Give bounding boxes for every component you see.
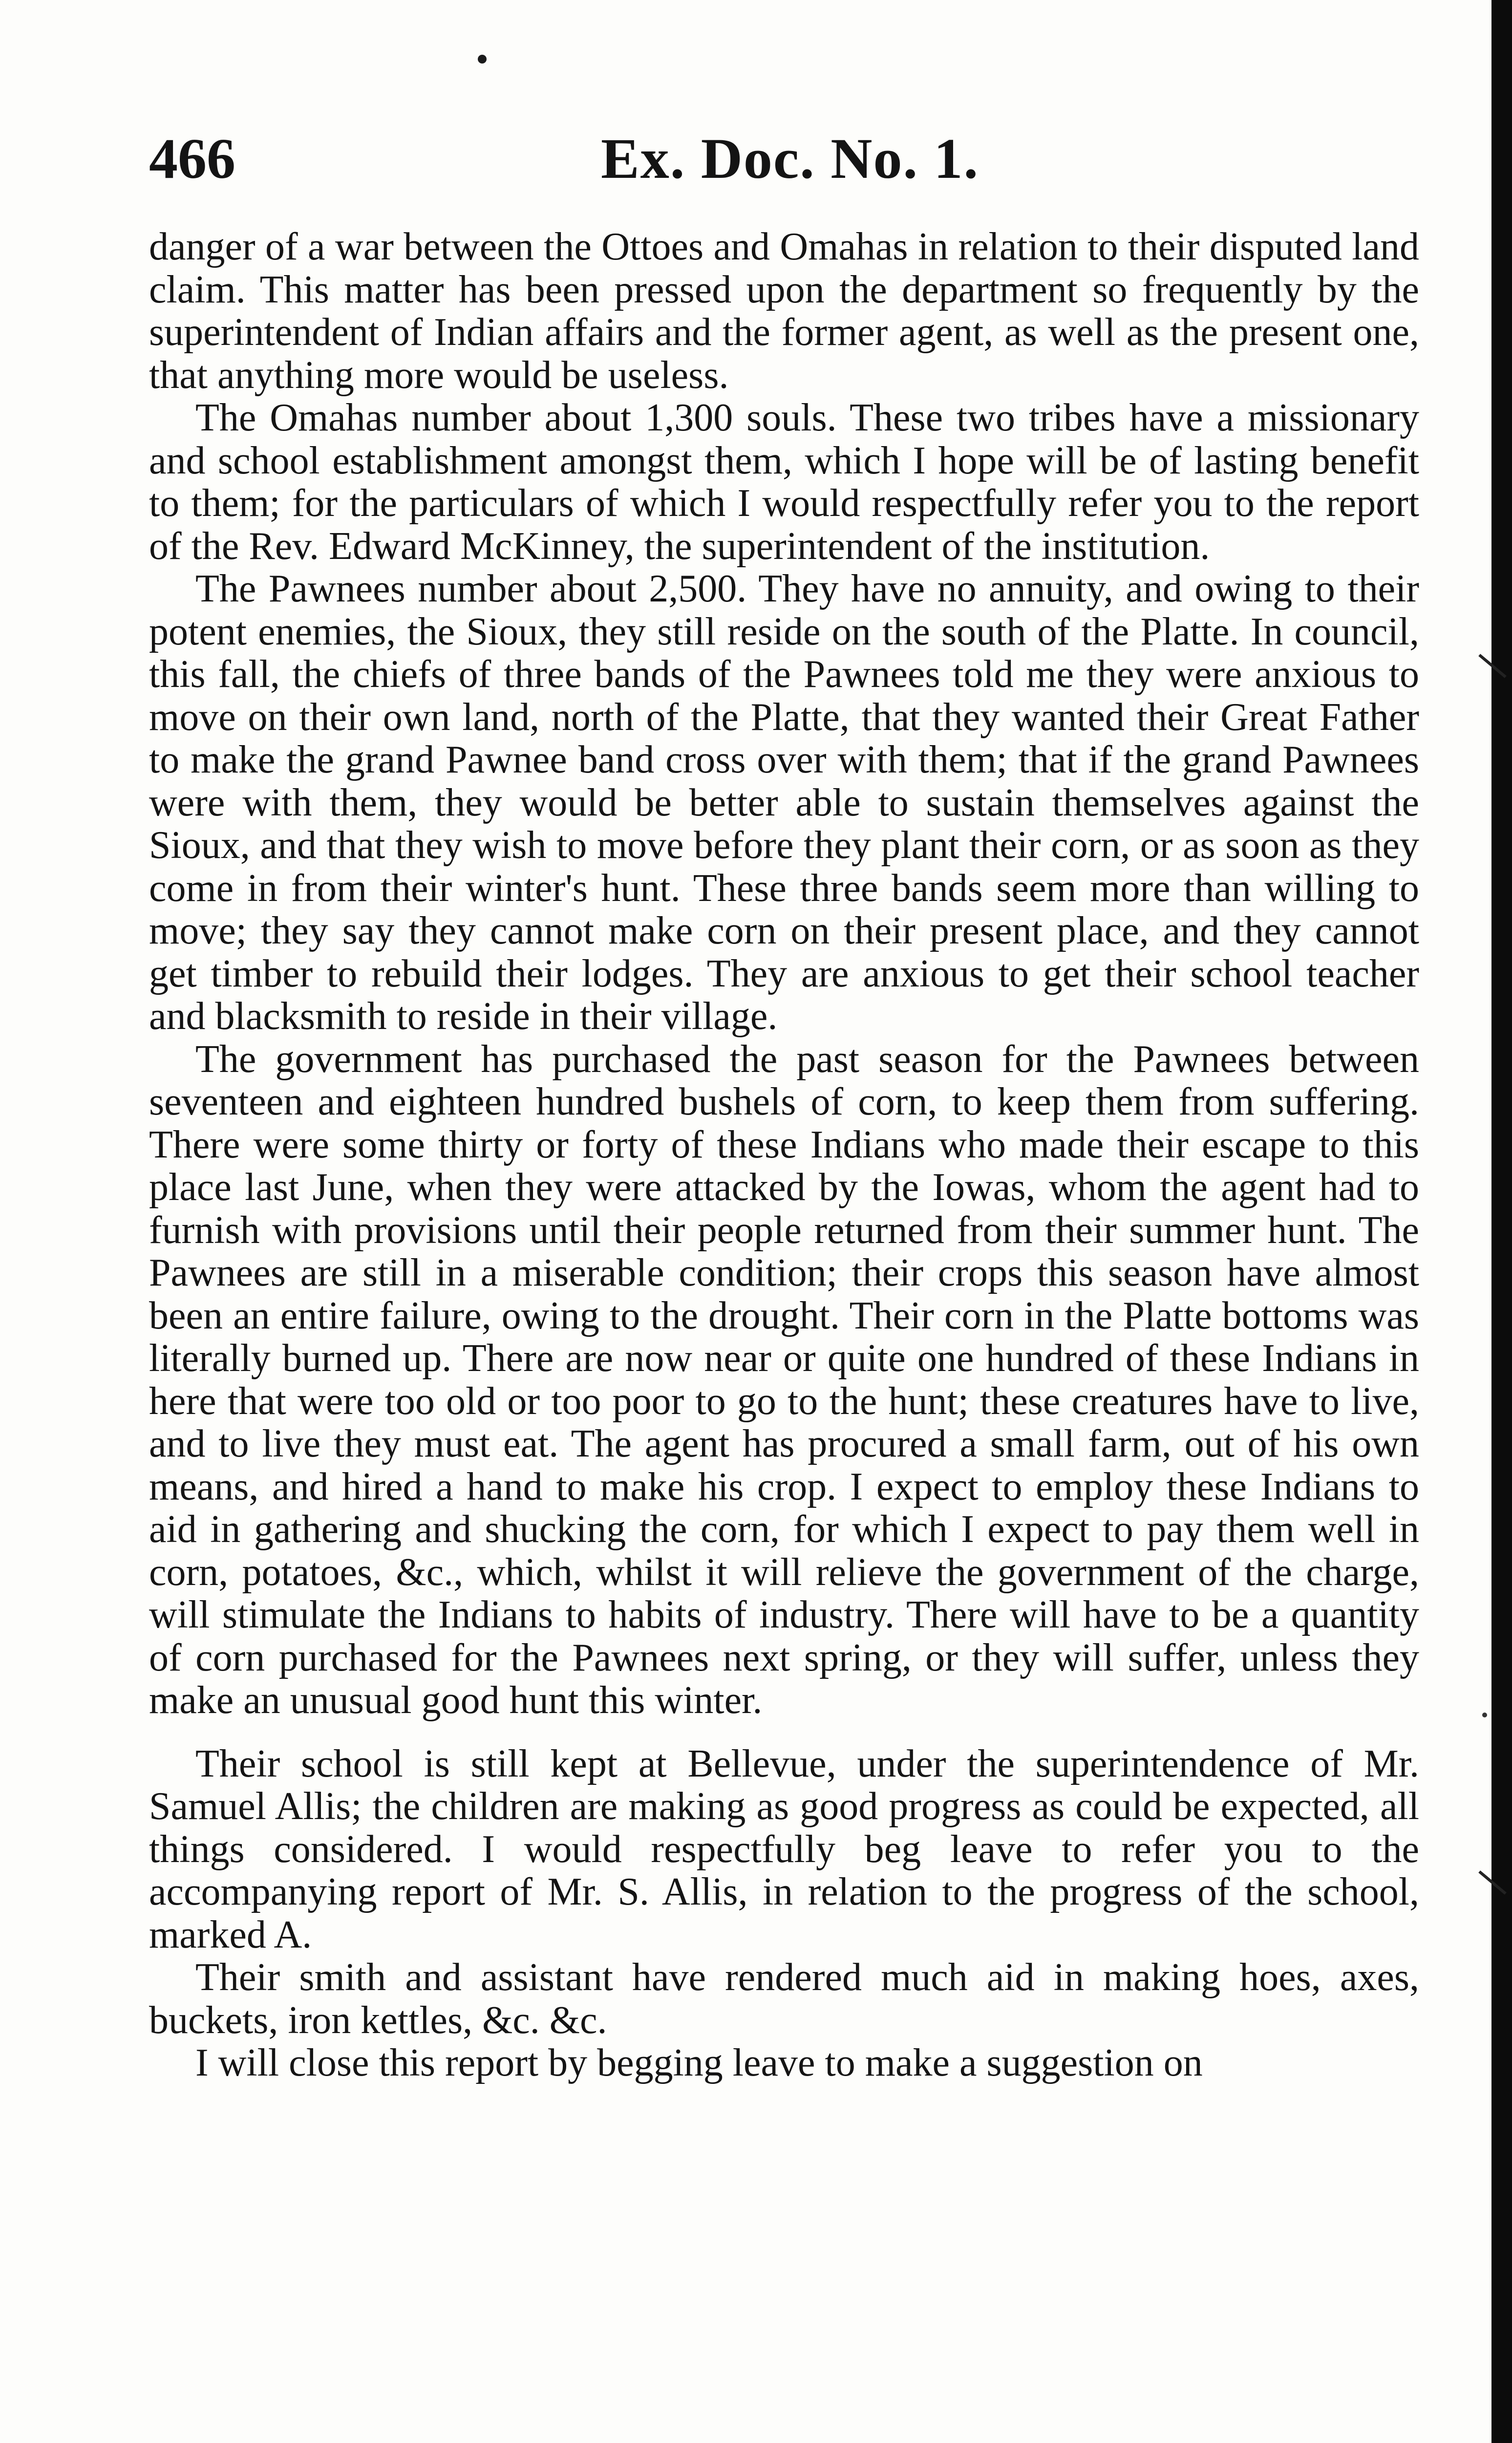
page-number: 466 — [149, 127, 235, 191]
paragraph-continued: danger of a war between the Ottoes and Omahas in relation to their disputed land claim. This matter has been pressed upon the department so frequently by the superintendent of Indian affairs and the former agent, as well as the present one, that anything more would be useless. — [149, 225, 1419, 397]
paragraph-government-corn: The government has purchased the past season for the Pawnees between seventeen and eighteen hundred bushels of corn, to keep them from suffering. There were some thirty or forty of these Indians who made their escape to this place last June, when they were attacked by the Iowas, whom the agent had to furnish with provisions until their people returned from their summer hunt. The Pawnees are still in a miserable condition; their crops this season have almost been an entire failure, owing to the drought. Their corn in the Platte bottoms was literally burned up. There are now near or quite one hundred of these Indians in here that were too old or too poor to go to the hunt; these creatures have to live, and to live they must eat. The agent has procured a small farm, out of his own means, and hired a hand to make his crop. I expect to employ these Indians to aid in gathering and shucking the corn, for which I expect to pay them well in corn, potatoes, &c., which, whilst it will relieve the government of the charge, will stimulate the Indians to habits of industry. There will have to be a quantity of corn purchased for the Pawnees next spring, or they will suffer, unless they make an unusual good hunt this winter. — [149, 1037, 1419, 1722]
page-header — [149, 125, 1419, 193]
paragraph-pawnees: The Pawnees number about 2,500. They have no annuity, and owing to their potent enemies, the Sioux, they still reside on the south of the Platte. In council, this fall, the chiefs of three bands of the Pawnees told me they were anxious to move on their own land, north of the Platte, that they wanted their Great Father to make the grand Pawnee band cross over with them; that if the grand Pawnees were with them, they would be better able to sustain themselves against the Sioux, and that they wish to move before they plant their corn, or as soon as they come in from their winter's hunt. These three bands seem more than willing to move; they say they cannot make corn on their present place, and they cannot get timber to rebuild their lodges. They are anxious to get their school teacher and blacksmith to reside in their village. — [149, 567, 1419, 1038]
paragraph-school: Their school is still kept at Bellevue, under the superintendence of Mr. Samuel Allis; the children are making as good progress as could be expected, all things considered. I would respectfully beg leave to refer you to the accompanying report of Mr. S. Allis, in relation to the progress of the school, marked A. — [149, 1742, 1419, 1956]
paragraph-smith: Their smith and assistant have rendered much aid in making hoes, axes, buckets, iron kettles, &c. &c. — [149, 1956, 1419, 2042]
running-title: Ex. Doc. No. 1. — [601, 127, 980, 191]
ink-speck — [1482, 1713, 1487, 1717]
ink-speck — [478, 55, 487, 64]
paragraph-closing: I will close this report by begging leave to make a suggestion on — [195, 2041, 1203, 2084]
paragraph-omahas: The Omahas number about 1,300 souls. These two tribes have a missionary and school establishment amongst them, which I hope will be of lasting benefit to them; for the particulars of which I would respectfully refer you to the report of the Rev. Edward McKinney, the superintendent of the institution. — [149, 396, 1419, 568]
body-text — [149, 226, 1419, 2085]
scan-edge-right — [1491, 0, 1512, 2443]
